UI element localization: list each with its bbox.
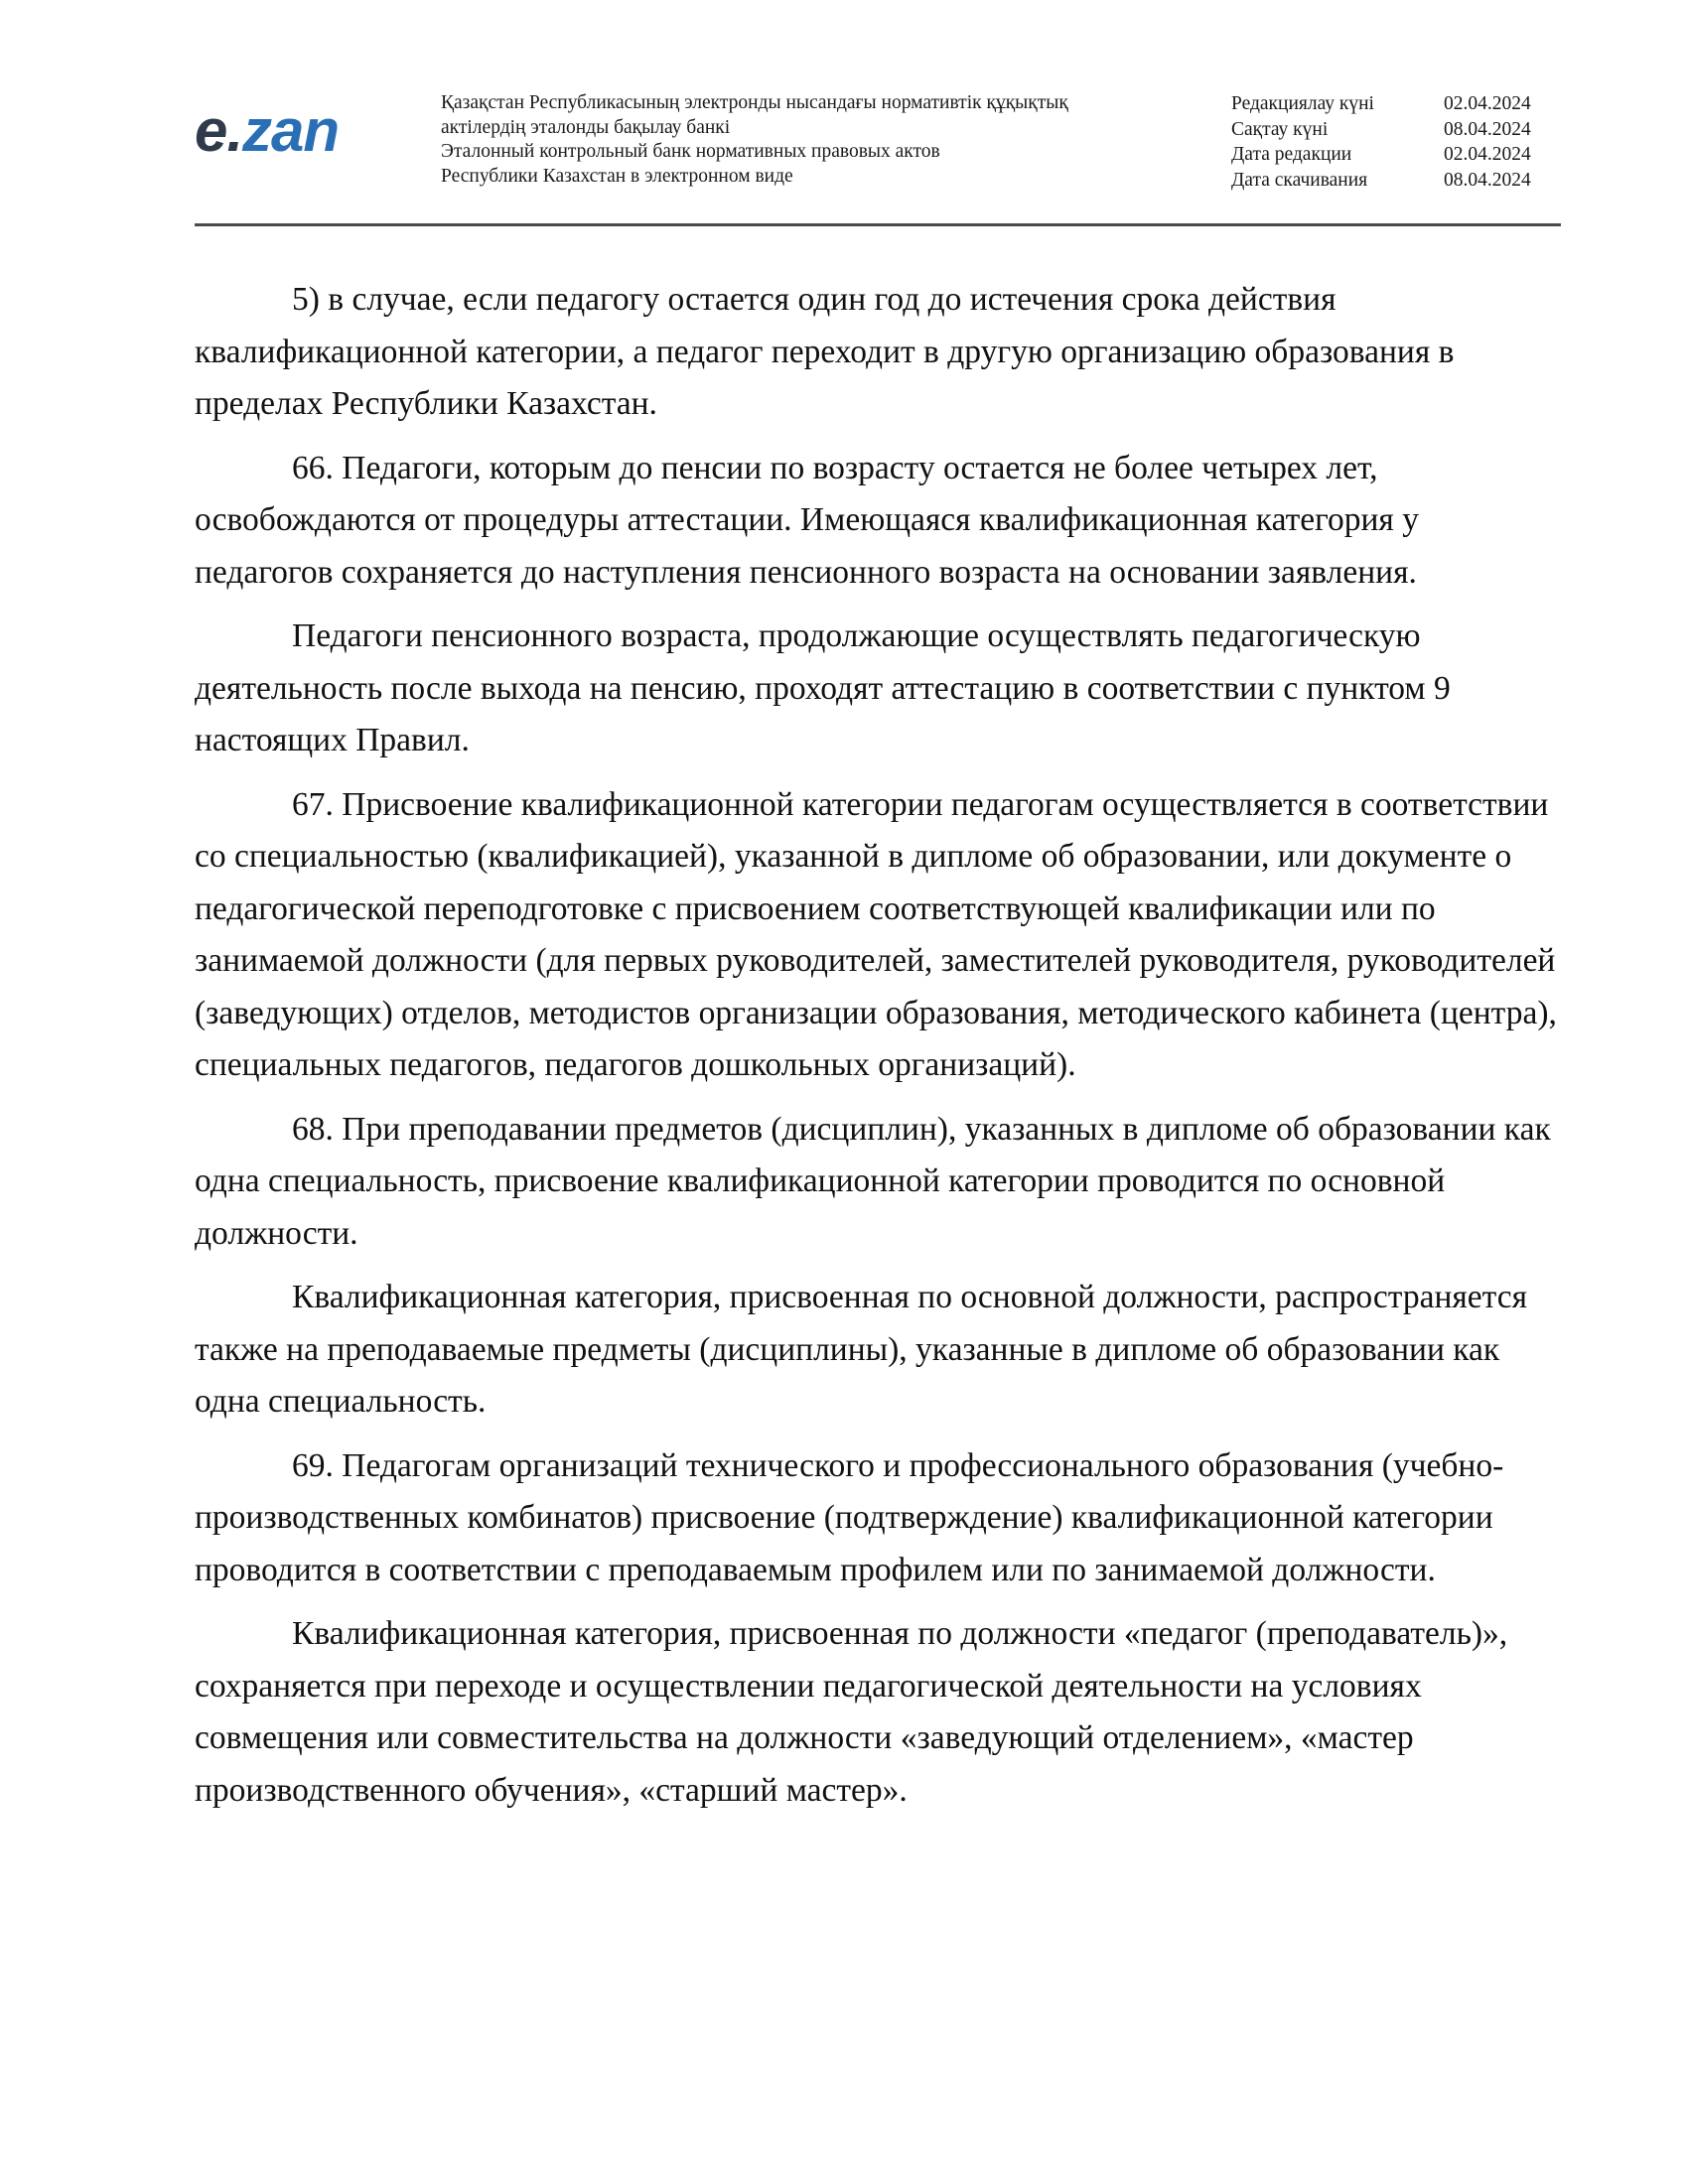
date-value: 02.04.2024	[1444, 144, 1531, 165]
date-label: Сақтау күні	[1231, 118, 1329, 140]
date-label: Дата редакции	[1231, 144, 1352, 165]
date-label: Дата скачивания	[1231, 169, 1368, 191]
paragraph: 66. Педагоги, которым до пенсии по возрасту остается не более четырех лет, освобождаются от процедуры аттестации. Имеющаяся квалификационная категория у педагогов сохраняется до наступления пенсионного возраста на основании заявления.	[195, 449, 1419, 591]
source-line: Қазақстан Республикасының электронды нысандағы нормативтік құқықтық	[441, 92, 1068, 113]
ezan-logo	[195, 97, 340, 164]
header-dates	[1231, 91, 1561, 193]
date-value: 08.04.2024	[1444, 118, 1531, 140]
date-row-edition-kz	[1231, 91, 1561, 117]
source-line: Республики Казахстан в электронном виде	[441, 165, 793, 187]
source-line: актілердің эталонды бақылау банкі	[441, 116, 731, 138]
date-row-edition-ru	[1231, 142, 1561, 168]
date-value: 08.04.2024	[1444, 169, 1531, 191]
date-row-download-ru	[1231, 168, 1561, 194]
paragraph: Квалификационная категория, присвоенная по основной должности, распространяется также на преподаваемые предметы (дисциплины), указанные в дипломе об образовании как одна специальность.	[195, 1279, 1527, 1420]
paragraph: 68. При преподавании предметов (дисциплин), указанных в дипломе об образовании как одна специальность, присвоение квалификационной категории проводится по основной должности.	[195, 1110, 1551, 1252]
paragraph: 5) в случае, если педагогу остается один год до истечения срока действия квалификационной категории, а педагог переходит в другую организацию образования в пределах Республики Казахстан.	[195, 281, 1455, 422]
header-divider	[195, 223, 1561, 226]
logo-prefix: e.	[195, 97, 243, 164]
paragraph: Педагоги пенсионного возраста, продолжающие осуществлять педагогическую деятельность после выхода на пенсию, проходят аттестацию в соответствии с пунктом 9 настоящих Правил.	[195, 617, 1451, 758]
source-line: Эталонный контрольный банк нормативных правовых актов	[441, 141, 940, 162]
paragraph: Квалификационная категория, присвоенная по должности «педагог (преподаватель)», сохраняется при переходе и осуществлении педагогической деятельности на условиях совмещения или совместительства на должности «заведующий отделением», «мастер производственного обучения», «старший мастер».	[195, 1615, 1508, 1809]
logo-rest: zan	[242, 97, 340, 164]
paragraph: 69. Педагогам организаций технического и профессионального образования (учебно-производственных комбинатов) присвоение (подтверждение) квалификационной категории проводится в соответствии с преподаваемым профилем или по занимаемой должности.	[195, 1446, 1504, 1588]
date-row-saved-kz	[1231, 117, 1561, 143]
paragraph: 67. Присвоение квалификационной категории педагогам осуществляется в соответствии со специальностью (квалификацией), указанной в дипломе об образовании, или документе о педагогической переподготовке с присвоением соответствующей квалификации или по занимаемой должности (для первых руководителей, заместителей руководителя, руководителей (заведующих) отделов, методистов организации образования, методического кабинета (центра), специальных педагогов, педагогов дошкольных организаций).	[195, 785, 1557, 1083]
date-label: Редакциялау күні	[1231, 93, 1374, 114]
source-description	[441, 91, 1136, 189]
page-header	[195, 87, 1561, 206]
document-body	[195, 274, 1561, 1829]
date-value: 02.04.2024	[1444, 93, 1531, 114]
